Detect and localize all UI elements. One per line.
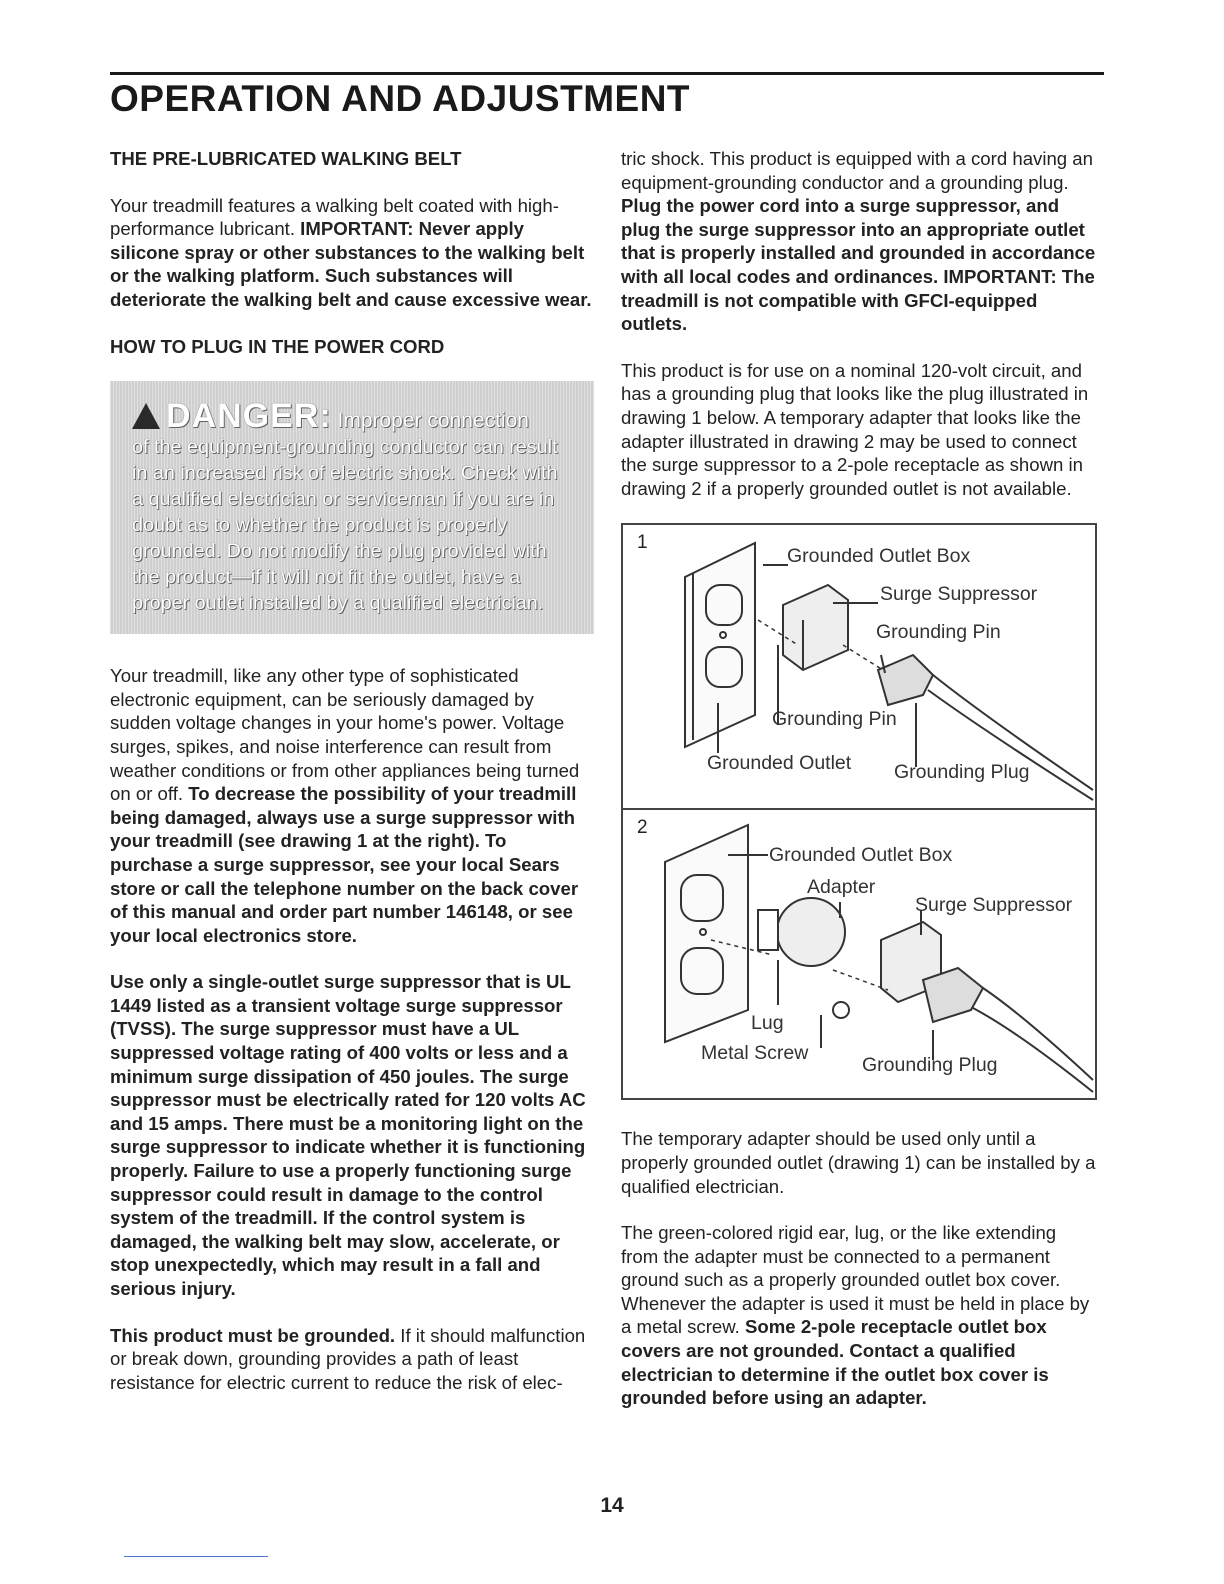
danger-box	[110, 381, 594, 634]
label-grounded-outlet-box: Grounded Outlet Box	[787, 545, 971, 568]
title-rule	[110, 72, 1104, 75]
label-grounded-outlet-box-2: Grounded Outlet Box	[769, 844, 953, 867]
drawing-2-number: 2	[637, 817, 648, 839]
footer-line	[124, 1556, 268, 1557]
danger-lead: Improper connection	[331, 409, 529, 433]
label-grounding-pin-bottom: Grounding Pin	[772, 708, 897, 731]
label-grounding-plug-2: Grounding Plug	[862, 1054, 998, 1077]
left-column	[110, 147, 594, 1417]
danger-text: of the equipment-grounding conductor can result in an increased risk of electric shock. Check with a qualified electrician or serviceman if you are in doubt as to whether the product is properly grounded. Do not modify the plug provided with the product—if it will not fit the outlet, have a proper outlet installed by a qualified electrician.	[132, 436, 558, 615]
label-grounding-plug: Grounding Plug	[894, 761, 1030, 784]
circuit-paragraph: This product is for use on a nominal 120-volt circuit, and has a grounding plug that looks like the plug illustrated in drawing 1 below. A temporary adapter that looks like the adapter illustrated in drawing 2 may be used to connect the surge suppressor to a 2-pole receptacle as shown in drawing 2 if a properly grounded outlet is not available.	[621, 359, 1089, 499]
drawing-1-number: 1	[637, 532, 648, 554]
label-lug: Lug	[751, 1012, 784, 1035]
warning-triangle-icon	[132, 403, 160, 429]
page-title: OPERATION AND ADJUSTMENT	[110, 78, 691, 119]
belt-paragraph: Your treadmill features a walking belt coated with high-performance lubricant. IMPORTANT: Never apply silicone spray or other substances to the walking belt or the walking platform. Such substances will deteriorate the walking belt and cause excessive wear.	[110, 194, 592, 310]
page-number: 14	[600, 1494, 624, 1517]
label-grounding-pin-top: Grounding Pin	[876, 621, 1001, 644]
right-column	[621, 147, 1097, 1433]
suppressor-spec-paragraph: Use only a single-outlet surge suppressor that is UL 1449 listed as a transient voltage surge suppressor (TVSS). The surge suppressor must have a UL suppressed voltage rating of 400 volts or less and a minimum surge dissipation of 450 joules. The surge suppressor must be electrically rated for 120 volts AC and 15 amps. There must be a monitoring light on the surge suppressor to indicate whether it is functioning properly. Failure to use a properly functioning surge suppressor could result in damage to the control system of the treadmill. If the control system is damaged, the walking belt may slow, accelerate, or stop unexpectedly, which may result in a fall and serious injury.	[110, 971, 586, 1299]
label-surge-suppressor-2: Surge Suppressor	[915, 894, 1073, 917]
cord-paragraph: tric shock. This product is equipped with a cord having an equipment-grounding conductor and a grounding plug. Plug the power cord into a surge suppressor, and plug the surge suppressor into an appropriate outlet that is properly installed and grounded in accordance with all local codes and ordinances. IMPORTANT: The treadmill is not compatible with GFCI-equipped outlets.	[621, 148, 1096, 335]
plug-figure	[621, 523, 1097, 1100]
danger-header	[132, 397, 572, 436]
heading-power-cord: HOW TO PLUG IN THE POWER CORD	[110, 335, 445, 357]
danger-word: DANGER:	[166, 397, 332, 436]
label-surge-suppressor: Surge Suppressor	[880, 583, 1038, 606]
temporary-adapter-paragraph: The temporary adapter should be used only until a properly grounded outlet (drawing 1) can be installed by a qualified electrician.	[621, 1128, 1096, 1197]
surge-paragraph: Your treadmill, like any other type of sophisticated electronic equipment, can be seriously damaged by sudden voltage changes in your home's power. Voltage surges, spikes, and noise interference can result from weather conditions or from other appliances being turned on or off. To decrease the possibility of your treadmill being damaged, always use a surge suppressor with your treadmill (see drawing 1 at the right). To purchase a surge suppressor, see your local Sears store or call the telephone number on the back cover of this manual and order part number 146148, or see your local electronics store.	[110, 665, 580, 946]
label-metal-screw: Metal Screw	[701, 1042, 809, 1065]
label-grounded-outlet: Grounded Outlet	[707, 752, 852, 775]
grounding-paragraph: This product must be grounded. If it should malfunction or break down, grounding provides a path of least resistance for electric current to reduce the risk of elec-	[110, 1324, 586, 1393]
drawing-2	[623, 808, 1095, 1098]
label-adapter: Adapter	[807, 876, 876, 899]
green-lug-paragraph: The green-colored rigid ear, lug, or the like extending from the adapter must be connected to a permanent ground such as a properly grounded outlet box cover. Whenever the adapter is used it must be held in place by a metal screw. Some 2-pole receptacle outlet box covers are not grounded. Contact a qualified electrician to determine if the outlet box cover is grounded before using an adapter.	[621, 1222, 1090, 1409]
heading-belt: THE PRE-LUBRICATED WALKING BELT	[110, 148, 462, 169]
drawing-1	[623, 525, 1095, 808]
